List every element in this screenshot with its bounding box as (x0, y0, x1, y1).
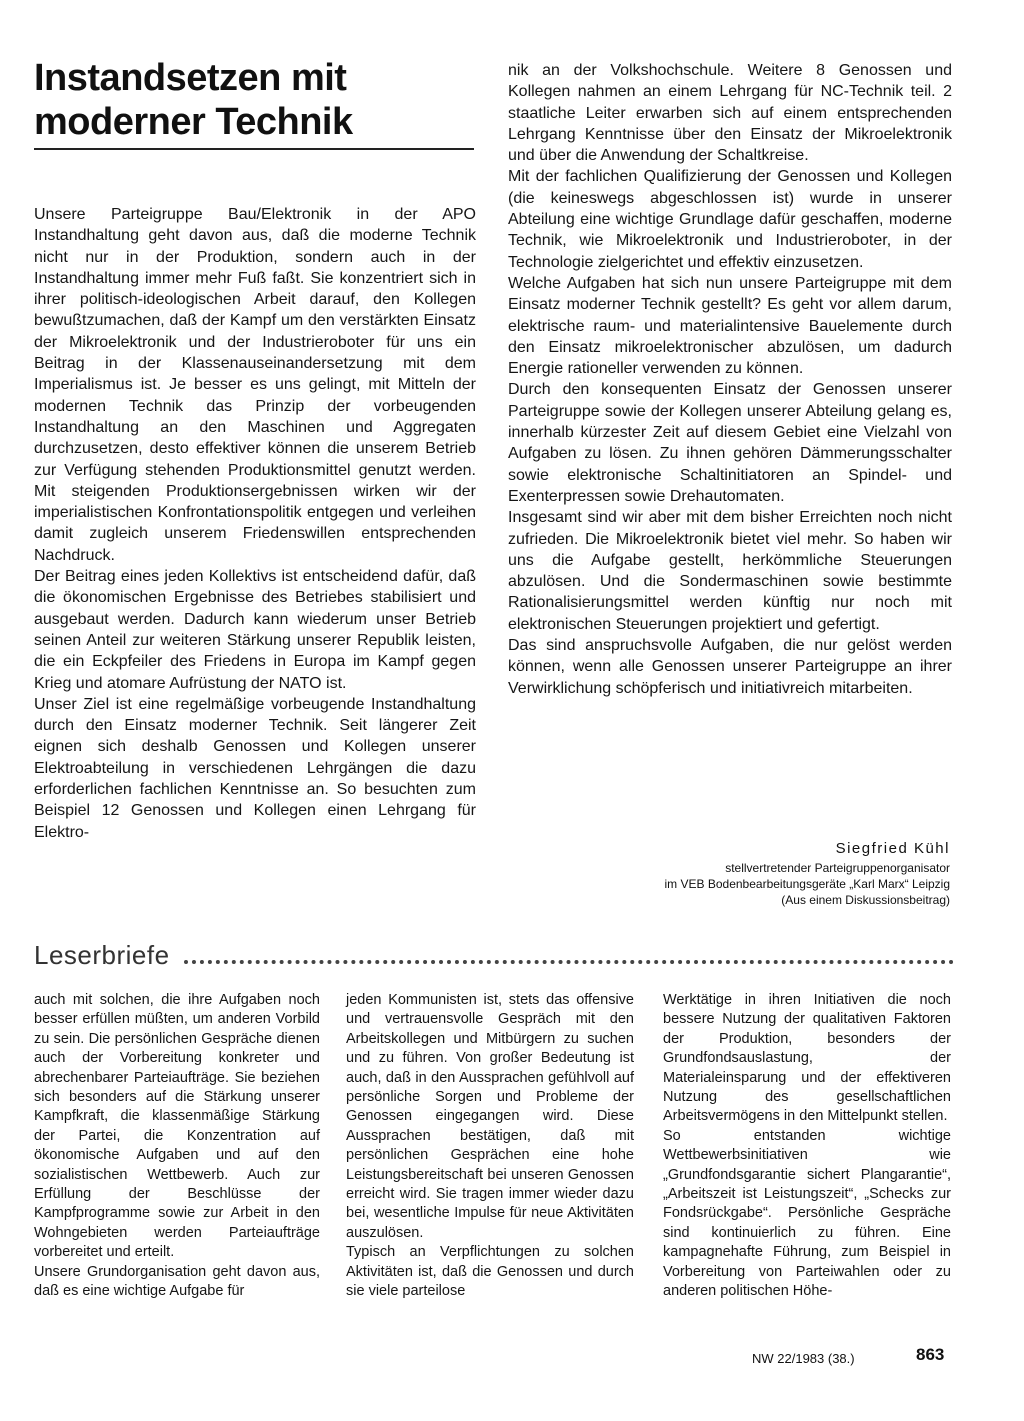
author-signature (560, 838, 950, 908)
letters-section-header (34, 938, 954, 972)
letters-paragraph: auch mit solchen, die ihre Aufgaben noch besser erfüllen müßten, um anderen Vorbild zu sein. Die persönlichen Gespräche dienen auch der Vorbereitung konkreter und abrechenbarer Parteiaufträge. Sie beziehen sich besonders auf die Stärkung unserer Kampfkraft, die klassenmäßige Stärkung der Partei, die Konzentration auf ökonomische Aufgaben und auf den sozialistischen Wettbewerb. Auch zur Erfüllung der Beschlüsse der Kampfprogramme sowie zur Arbeit in den Wohngebieten werden Parteiaufträge vorbereitet und erteilt. (34, 992, 320, 1261)
letters-column-2 (346, 991, 634, 1302)
article-column-right (508, 60, 952, 699)
page-number: 863 (916, 1345, 945, 1364)
issue-label: NW 22/1983 (38.) (752, 1351, 855, 1366)
article-title: Instandsetzen mit moderner Technik (34, 57, 353, 143)
article-paragraph: Unsere Parteigruppe Bau/Elektronik in der APO Instandhaltung geht davon aus, daß die moderne Technik nicht nur in der Produktion, sondern auch in der Instandhaltung immer mehr Fuß faßt. Sie konzentriert sich in ihrer politisch-ideologischen Arbeit darauf, den Kollegen bewußtzumachen, daß der Kampf um den verstärkten Einsatz der Mikroelektronik und der Industrieroboter für uns ein Beitrag in der Klassenauseinandersetzung mit dem Imperialismus ist. Je besser es uns gelingt, mit Mitteln der modernen Technik das Prinzip der vorbeugenden Instandhaltung an den Maschinen und Aggregaten durchzusetzen, desto effektiver können die unserem Betrieb zur Verfügung stehenden Produktionsmittel genutzt werden. Mit steigenden Produktionsergebnissen wirken wir der imperialistischen Konfrontationspolitik entgegen und verleihen damit zugleich unserem Friedenswillen entsprechenden Nachdruck. (34, 206, 476, 564)
author-organization: im VEB Bodenbearbeitungsgeräte „Karl Marx“ Leipzig (664, 877, 950, 891)
article-paragraph: Durch den konsequenten Einsatz der Genossen unserer Parteigruppe sowie der Kollegen unserer Abteilung gelang es, innerhalb kürzester Zeit auf diesem Gebiet eine Vielzahl von Aufgaben zu lösen. Zu ihnen gehören Dämmerungsschalter sowie elektronische Schaltinitiatoren an Spindel- und Exenterpressen sowie Drehautomaten. (508, 381, 952, 505)
letters-paragraph: So entstanden wichtige Wettbewerbsinitiativen wie „Grundfondsgarantie sichert Plangarantie“, „Arbeitszeit ist Leistungszeit“, „Schecks zur Fondsrückgabe“. Persönliche Gespräche sind kontinuierlich zu führen. Eine kampagnehafte Führung, zum Beispiel in Vorbereitung von Parteiwahlen oder zu anderen politischen Höhe- (663, 1127, 951, 1300)
title-divider (34, 148, 474, 150)
letters-paragraph: Typisch an Verpflichtungen zu solchen Aktivitäten ist, daß die Genossen und durch sie viele parteilose (346, 1244, 634, 1300)
article-paragraph: Unser Ziel ist eine regelmäßige vorbeugende Instandhaltung durch den Einsatz moderner Technik. Seit längerer Zeit eignen sich deshalb Genossen und Kollegen unserer Elektroabteilung in verschiedenen Lehrgängen die dazu erforderlichen fachlichen Kenntnisse an. So besuchten zum Beispiel 12 Genossen und Kollegen einen Lehrgang für Elektro- (34, 695, 476, 841)
letters-paragraph: Werktätige in ihren Initiativen die noch bessere Nutzung der qualitativen Faktoren der Produktion, besonders der Grundfondsauslastung, der Materialeinsparung und der effektiveren Nutzung des gesellschaftlichen Arbeitsvermögens in den Mittelpunkt stellen. (663, 992, 951, 1125)
article-column-left (34, 204, 476, 843)
article-source-note: (Aus einem Diskussionsbeitrag) (781, 893, 950, 907)
letters-column-3 (663, 991, 951, 1302)
letters-section-rule (184, 960, 954, 964)
article-paragraph: Das sind anspruchsvolle Aufgaben, die nur gelöst werden können, wenn alle Genossen unserer Parteigruppe an ihrer Verwirklichung schöpferisch und initiativreich mitarbeiten. (508, 637, 952, 697)
article-paragraph: Insgesamt sind wir aber mit dem bisher Erreichten noch nicht zufrieden. Die Mikroelektronik bietet viel mehr. So haben wir uns die Aufgabe gestellt, herkömmliche Steuerungen abzulösen. Und die Sondermaschinen sowie bestimmte Rationalisierungsmittel werden künftig nur noch mit elektronischen Steuerungen projektiert und gefertigt. (508, 509, 952, 633)
letters-column-1 (34, 991, 320, 1302)
article-paragraph: Der Beitrag eines jeden Kollektivs ist entscheidend dafür, daß die ökonomischen Ergebnisse des Betriebes stabilisiert und ausgebaut werden. Dadurch kann wiederum unser Betrieb seinen Anteil zur weiteren Stärkung unserer Republik leisten, die ein Eckpfeiler des Friedens in Europa im Kampf gegen Krieg und atomare Aufrüstung der NATO ist. (34, 568, 476, 692)
article-paragraph: Welche Aufgaben hat sich nun unsere Parteigruppe mit dem Einsatz moderner Technik gestellt? Es geht vor allem darum, elektrische raum- und materialintensive Bauelemente durch den Einsatz mikroelektronischer abzulösen, um dadurch Energie rationeller verwenden zu können. (508, 274, 952, 378)
article-paragraph: nik an der Volkshochschule. Weitere 8 Genossen und Kollegen nahmen an einem Lehrgang für NC-Technik teil. 2 staatliche Leiter erwarben sich auf einem entsprechenden Lehrgang Kenntnisse über den Einsatz der Mikroelektronik und über die Anwendung der Schaltkreise. (508, 62, 952, 165)
letters-paragraph: Unsere Grundorganisation geht davon aus, daß es eine wichtige Aufgabe für (34, 1263, 320, 1300)
article-paragraph: Mit der fachlichen Qualifizierung der Genossen und Kollegen (die keineswegs abgeschlossen ist) wurde in unserer Abteilung eine wichtige Grundlage dafür geschaffen, moderne Technik, wie Mikroelektronik und Industrieroboter, in der Technologie zielgerichtet und effektiv einzusetzen. (508, 168, 952, 271)
author-role: stellvertretender Parteigruppenorganisator (725, 861, 950, 875)
letters-section-title: Leserbriefe (34, 940, 170, 970)
author-name: Siegfried Kühl (835, 840, 950, 857)
letters-paragraph: jeden Kommunisten ist, stets das offensive und vertrauensvolle Gespräch mit den Arbeitskollegen und Mitbürgern zu suchen und zu führen. Von großer Bedeutung ist auch, daß in den Aussprachen gefühlvoll auf persönliche Sorgen und Probleme der Genossen eingegangen wird. Diese Aussprachen bestätigen, daß mit persönlichen Gesprächen eine hohe Leistungsbereitschaft bei unseren Genossen erreicht wird. Sie tragen immer wieder dazu bei, wesentliche Impulse für neue Aktivitäten auszulösen. (346, 992, 634, 1241)
